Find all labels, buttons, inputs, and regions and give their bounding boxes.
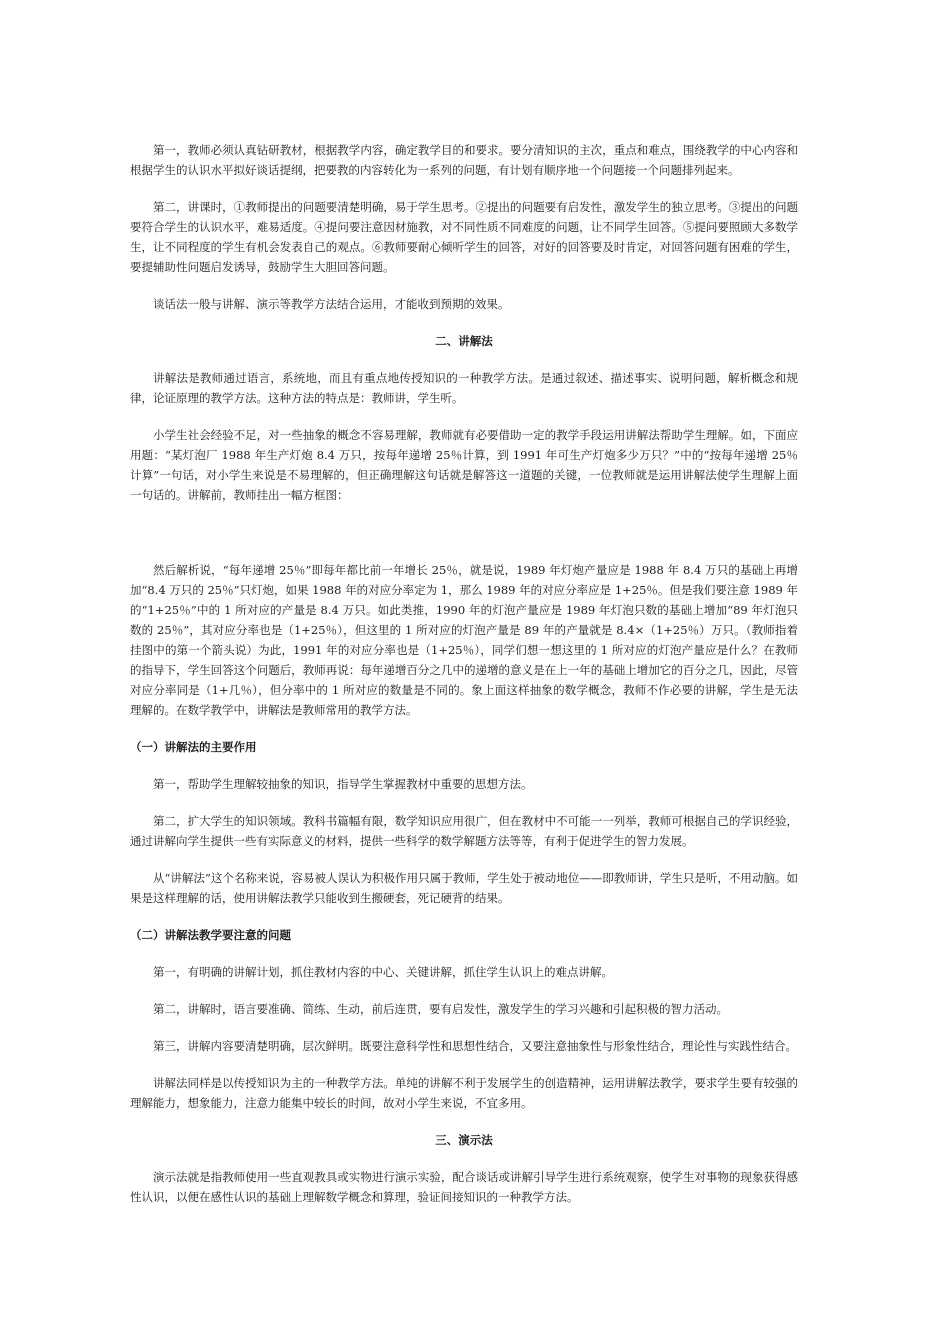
paragraph-lecture-example: 小学生社会经验不足，对一些抽象的概念不容易理解，教师就有必要借助一定的教学手段运用讲解法帮助学生理解。如，下面应用题：“某灯泡厂 1988 年生产灯炮 8.4 万只，按每年递增 25％计算，到 1991 年可生产灯炮多少万只？”中的“按每年递增 25％计算”一句话，对小学生来说是不易理解的，但正确理解这句话就是解答这一道题的关键，一位教师就是运用讲解法使学生理解上面一句话的。讲解前，教师挂出一幅方框图： — [130, 428, 798, 502]
paragraph-lecture-summary: 讲解法同样是以传授知识为主的一种教学方法。单纯的讲解不利于发展学生的创造精神，运用讲解法教学，要求学生要有较强的理解能力，想象能力，注意力能集中较长的时间，故对小学生来说，不宜多用。 — [130, 1076, 798, 1110]
paragraph-conversation-combination: 谈话法一般与讲解、演示等教学方法结合运用，才能收到预期的效果。 — [153, 297, 510, 311]
paragraph-role-misunderstanding: 从“讲解法”这个名称来说，容易被人误认为积极作用只属于教师，学生处于被动地位——即教师讲，学生只是听，不用动脑。如果是这样理解的话，使用讲解法教学只能收到生搬硬套，死记硬背的结果。 — [130, 871, 798, 905]
paragraph-demonstration-definition: 演示法就是指教师使用一些直观教具或实物进行演示实验，配合谈话或讲解引导学生进行系统观察，使学生对事物的现象获得感性认识，以便在感性认识的基础上理解数学概念和算理，验证间接知识的一种教学方法。 — [130, 1170, 798, 1204]
paragraph-notes-first: 第一，有明确的讲解计划，抓住教材内容的中心、关键讲解，抓住学生认识上的难点讲解。 — [153, 965, 613, 979]
paragraph-role-first: 第一，帮助学生理解较抽象的知识，指导学生掌握教材中重要的思想方法。 — [153, 777, 533, 791]
paragraph-notes-third: 第三，讲解内容要清楚明确，层次鲜明。既要注意科学性和思想性结合，又要注意抽象性与形象性结合，理论性与实践性结合。 — [153, 1039, 797, 1053]
paragraph-lecture-definition: 讲解法是教师通过语言，系统地，而且有重点地传授知识的一种教学方法。是通过叙述、描述事实、说明问题，解析概念和规律，论证原理的教学方法。这种方法的特点是：教师讲，学生听。 — [130, 371, 798, 405]
section-heading-lecture-method: 二、讲解法 — [435, 334, 493, 348]
paragraph-role-second: 第二，扩大学生的知识领域。教科书篇幅有限，数学知识应用很广，但在教材中不可能一一列举，教师可根据自己的学识经验，通过讲解向学生提供一些有实际意义的材料，提供一些科学的数学解题方法等等，有利于促进学生的智力发展。 — [130, 814, 798, 848]
paragraph-questioning-preparation: 第一，教师必须认真钻研教材，根据教学内容，确定教学目的和要求。要分清知识的主次，重点和难点，围绕教学的中心内容和根据学生的认识水平拟好谈话提纲，把要教的内容转化为一系列的问题，有计划有顺序地一个问题接一个问题排列起来。 — [130, 143, 798, 177]
paragraph-notes-second: 第二，讲解时，语言要准确、简练、生动，前后连贯，要有启发性，激发学生的学习兴趣和引起积极的智力活动。 — [153, 1002, 728, 1016]
paragraph-lecture-explanation: 然后解析说，“每年递增 25％”即每年都比前一年增长 25％，就是说，1989 年灯炮产量应是 1988 年 8.4 万只的基础上再增加“8.4 万只的 25％”只灯炮，如果 1988 年的对应分率定为 1，那么 1989 年的对应分率应是 1+25％。但是我们要注意 1989 年的“1+25％”中的 1 所对应的产量是 8.4 万只。如此类推，1990 年的灯泡产量应是 1989 年灯泡只数的基础上增加“89 年灯泡只数的 25％”，其对应分率也是（1+25％），但这里的 1 所对应的灯泡产量是 89 年的产量就是 8.4×（1+25％）万只。（教师指着挂图中的第一个箭头说）为此，1991 年的对应分率也是（1+25％），同学们想一想这里的 1 所对应的灯泡产量应是什么？在教师的指导下，学生回答这个问题后，教师再说：每年递增百分之几中的递增的意义是在上一年的基础上增加它的百分之几，因此，尽管对应分率同是（1+几％），但分率中的 1 所对应的数量是不同的。象上面这样抽象的数学概念，教师不作必要的讲解，学生是无法理解的。在数学教学中，讲解法是教师常用的教学方法。 — [130, 563, 798, 717]
subheading-lecture-notes: （二）讲解法教学要注意的问题 — [130, 928, 291, 942]
figure-placeholder — [130, 522, 798, 560]
paragraph-questioning-in-class: 第二，讲课时，①教师提出的问题要清楚明确，易于学生思考。②提出的问题要有启发性，激发学生的独立思考。③提出的问题要符合学生的认识水平，难易适度。④提问要注意因材施教，对不同性质不同难度的问题，让不同学生回答。⑤提问要照顾大多数学生，让不同程度的学生有机会发表自己的观点。⑥教师要耐心倾听学生的回答，对好的回答要及时肯定，对回答问题有困难的学生，要提辅助性问题启发诱导，鼓励学生大胆回答问题。 — [130, 200, 798, 274]
section-heading-demonstration-method: 三、演示法 — [435, 1133, 493, 1147]
document-page — [130, 140, 798, 1224]
subheading-lecture-role: （一）讲解法的主要作用 — [130, 740, 257, 754]
